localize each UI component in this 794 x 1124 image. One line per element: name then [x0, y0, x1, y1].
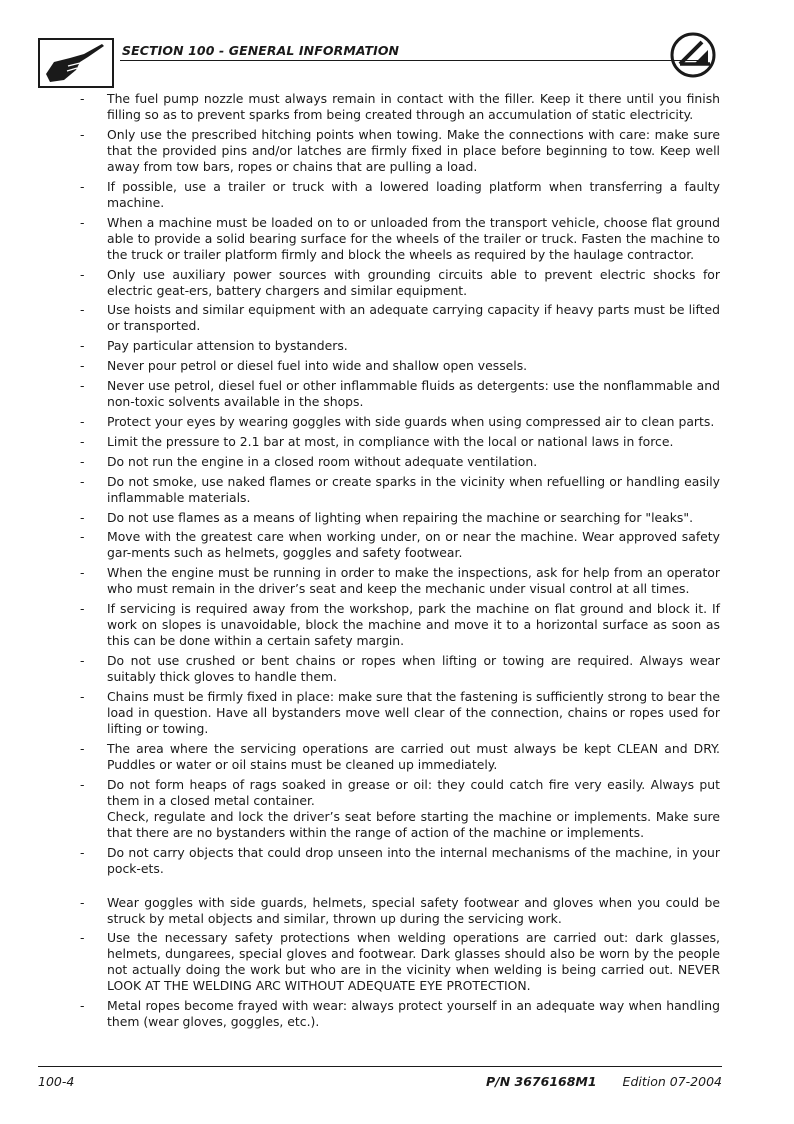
- bullet-dash: -: [80, 776, 85, 792]
- list-item: [80, 565, 720, 597]
- bullet-dash: -: [80, 894, 85, 910]
- item-text: When a machine must be loaded on to or unloaded from the transport vehicle, choose flat ground able to provide a solid bearing surface for the wheels of the trailer or truck. Fasten the machine to the truck or trailer platform firmly and block the wheels as required by the haulage contractor.: [107, 214, 720, 262]
- footer-rule: [38, 1066, 722, 1067]
- item-text: Never pour petrol or diesel fuel into wide and shallow open vessels.: [107, 358, 528, 374]
- item-text: If possible, use a trailer or truck with a lowered loading platform when transferring a faulty machine.: [107, 178, 720, 210]
- item-text: Metal ropes become frayed with wear: always protect yourself in an adequate way when handling them (wear gloves, goggles, etc.).: [107, 998, 720, 1030]
- item-text: Only use the prescribed hitching points when towing. Make the connections with care: make sure that the provided pins and/or latches are firmly fixed in place before beginning to tow. Keep well away from tow bars, ropes or chains that are pulling a load.: [107, 126, 720, 174]
- section-title: SECTION 100 - GENERAL INFORMATION: [122, 43, 400, 58]
- item-text: Limit the pressure to 2.1 bar at most, in compliance with the local or national laws in force.: [107, 433, 674, 449]
- item-text: Chains must be firmly fixed in place: make sure that the fastening is sufficiently strong to bear the load in question. Have all bystanders move well clear of the connection, chains or ropes used for lifting or towing.: [107, 689, 720, 737]
- header-rule: [120, 60, 704, 61]
- bullet-dash: -: [80, 338, 85, 354]
- item-text: When the engine must be running in order to make the inspections, ask for help from an operator who must remain in the driver’s seat and keep the mechanic under visual control at all times.: [107, 565, 720, 597]
- item-text: Protect your eyes by wearing goggles with side guards when using compressed air to clean parts.: [107, 414, 715, 430]
- bullet-dash: -: [80, 266, 85, 282]
- bullet-dash: -: [80, 214, 85, 230]
- list-item: [80, 777, 720, 841]
- list-item: [80, 689, 720, 737]
- item-text: Do not use flames as a means of lighting when repairing the machine or searching for "leaks".: [107, 509, 694, 525]
- item-text: Move with the greatest care when working under, on or near the machine. Wear approved safety gar-ments such as helmets, goggles and safety footwear.: [107, 529, 720, 561]
- list-item: [80, 930, 720, 994]
- item-text: Pay particular attension to bystanders.: [107, 338, 348, 354]
- safety-instructions-list: [80, 91, 720, 1034]
- bullet-dash: -: [80, 178, 85, 194]
- list-item: [80, 895, 720, 927]
- bullet-dash: -: [80, 689, 85, 705]
- list-item: [80, 302, 720, 334]
- part-number: P/N 3676168M1: [485, 1074, 597, 1089]
- list-item: [80, 845, 720, 877]
- list-item: [80, 215, 720, 263]
- list-item: [80, 358, 720, 374]
- page-header: [38, 30, 758, 86]
- bullet-dash: -: [80, 529, 85, 545]
- item-text: Use hoists and similar equipment with an adequate carrying capacity if heavy parts must be lifted or transported.: [107, 302, 720, 334]
- bullet-dash: -: [80, 358, 85, 374]
- bullet-dash: -: [80, 302, 85, 318]
- list-item: [80, 653, 720, 685]
- bullet-dash: -: [80, 126, 85, 142]
- list-item: [80, 378, 720, 410]
- bullet-dash: -: [80, 453, 85, 469]
- item-text: Do not smoke, use naked flames or create sparks in the vicinity when refuelling or handling easily inflammable materials.: [107, 473, 720, 505]
- item-text: Do not run the engine in a closed room without adequate ventilation.: [107, 453, 538, 469]
- item-text: Check, regulate and lock the driver’s seat before starting the machine or implements. Make sure that there are no bystanders within the range of action of the machine or implements.: [107, 808, 720, 840]
- item-text: The area where the servicing operations are carried out must always be kept CLEAN and DRY. Puddles or water or oil stains must be cleaned up immediately.: [107, 740, 720, 772]
- bullet-dash: -: [80, 998, 85, 1014]
- bullet-dash: -: [80, 653, 85, 669]
- list-item: [80, 338, 720, 354]
- bullet-dash: -: [80, 565, 85, 581]
- item-text: Only use auxiliary power sources with grounding circuits able to prevent electric shocks for electric geat-ers, battery chargers and similar equipment.: [107, 266, 720, 298]
- list-item: [80, 434, 720, 450]
- page-number: 100-4: [38, 1074, 75, 1089]
- list-item: [80, 741, 720, 773]
- item-text: Do not use crushed or bent chains or ropes when lifting or towing are required. Always wear suitably thick gloves to handle them.: [107, 653, 720, 685]
- section-gap: [80, 881, 720, 895]
- item-text: If servicing is required away from the workshop, park the machine on flat ground and block it. If work on slopes is unavoidable, block the machine and move it to a horizontal surface as soon as this can be done within a certain safety margin.: [107, 601, 720, 649]
- item-text: The fuel pump nozzle must always remain in contact with the filler. Keep it there until you finish filling so as to prevent sparks from being created through an accumulation of static electricity.: [107, 91, 720, 122]
- brand-logo-icon: [668, 30, 718, 80]
- list-item: [80, 474, 720, 506]
- item-text: Never use petrol, diesel fuel or other inflammable fluids as detergents: use the nonflammable and non-toxic solvents available in the shops.: [107, 378, 720, 410]
- bullet-dash: -: [80, 433, 85, 449]
- list-item: [80, 414, 720, 430]
- bullet-dash: -: [80, 930, 85, 946]
- list-item: [80, 127, 720, 175]
- item-text: Wear goggles with side guards, helmets, special safety footwear and gloves when you could be struck by metal objects and similar, thrown up during the servicing work.: [107, 894, 720, 926]
- bullet-dash: -: [80, 844, 85, 860]
- edition: Edition 07-2004: [622, 1074, 722, 1089]
- bullet-dash: -: [80, 473, 85, 489]
- list-item: [80, 601, 720, 649]
- list-item: [80, 267, 720, 299]
- item-text: Do not form heaps of rags soaked in grease or oil: they could catch fire very easily. Always put them in a closed metal container.: [107, 776, 720, 808]
- list-item: [80, 998, 720, 1030]
- list-item: [80, 510, 720, 526]
- bullet-dash: -: [80, 91, 85, 106]
- list-item: [80, 91, 720, 123]
- bullet-dash: -: [80, 509, 85, 525]
- bullet-dash: -: [80, 740, 85, 756]
- bullet-dash: -: [80, 414, 85, 430]
- pointing-hand-icon: [38, 38, 114, 88]
- item-text: Do not carry objects that could drop unseen into the internal mechanisms of the machine, in your pock-ets.: [107, 844, 720, 876]
- item-text: Use the necessary safety protections when welding operations are carried out: dark glasses, helmets, dungarees, special gloves and footwear. Dark glasses should also be worn by the people not actually doing the work but who are in the vicinity when welding is being carried out. NEVER LOOK AT THE WELDING ARC WITHOUT ADEQUATE EYE PROTECTION.: [107, 930, 720, 994]
- list-item: [80, 529, 720, 561]
- bullet-dash: -: [80, 601, 85, 617]
- bullet-dash: -: [80, 378, 85, 394]
- footer-info: [486, 1074, 722, 1089]
- list-item: [80, 454, 720, 470]
- list-item: [80, 179, 720, 211]
